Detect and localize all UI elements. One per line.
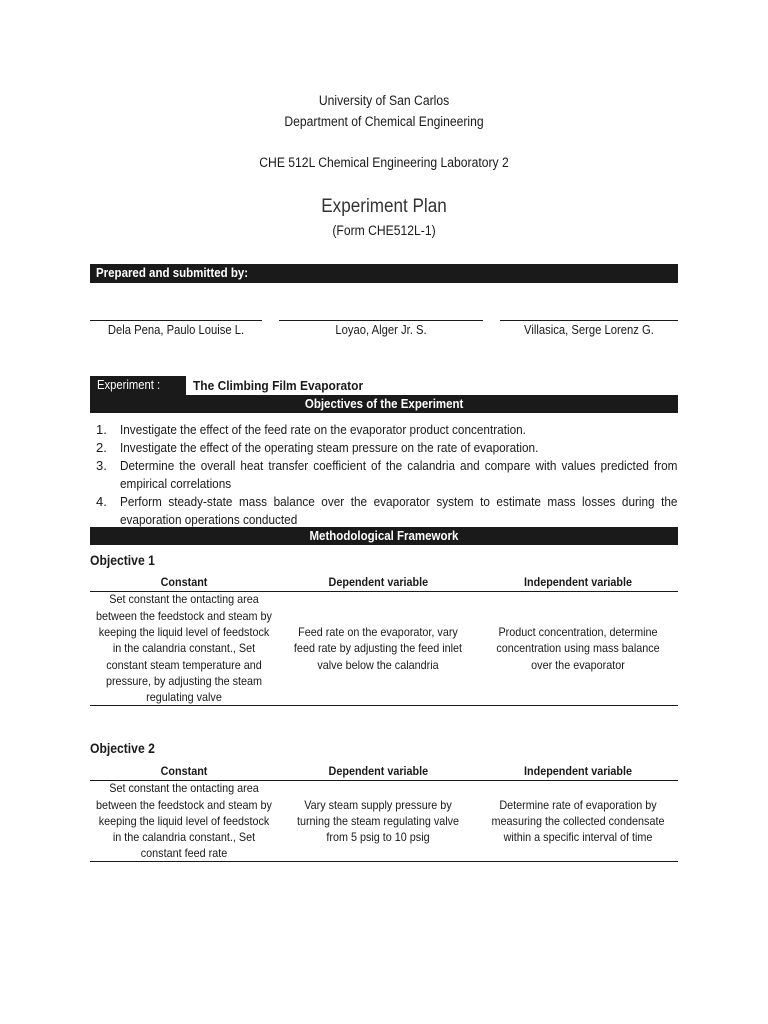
signature-line: [279, 320, 483, 321]
document-title: Experiment Plan: [321, 196, 447, 217]
objective-item: 1. Investigate the effect of the feed rate on the evaporator product concentration.: [96, 422, 526, 437]
column-header-constant: Constant: [160, 575, 208, 589]
experiment-title: The Climbing Film Evaporator: [193, 378, 364, 393]
experiment-label-box: [90, 376, 186, 395]
experiment-row: [90, 376, 678, 395]
independent-cell: Product concentration, determine concentration using mass balance over the evaporator: [496, 625, 660, 672]
author-name: Loyao, Alger Jr. S.: [335, 323, 427, 337]
experiment-label: Experiment :: [97, 378, 161, 392]
course-title: CHE 512L Chemical Engineering Laboratory 2: [259, 155, 509, 170]
table-header: [90, 762, 678, 781]
objective-item: 2. Investigate the effect of the operating steam pressure on the rate of evaporation.: [96, 440, 539, 455]
objectives-list: [90, 421, 678, 529]
author-name: Villasica, Serge Lorenz G.: [524, 323, 654, 337]
column-header-independent: Independent variable: [523, 575, 633, 589]
prepared-by-label: Prepared and submitted by:: [96, 266, 249, 280]
objectives-heading: Objectives of the Experiment: [304, 397, 464, 411]
table-row: [90, 592, 678, 706]
constant-cell: Set constant the ontacting area between the feedstock and steam by keeping the liquid level of feedstock in the calandria constant., Set constant steam temperature and pressure, by adjusting the steam regulating valve: [96, 592, 272, 705]
university-name: University of San Carlos: [318, 93, 450, 108]
objective-2-table: [90, 762, 678, 862]
column-header-dependent: Dependent variable: [328, 764, 428, 778]
constant-cell: Set constant the ontacting area between the feedstock and steam by keeping the liquid level of feedstock in the calandria constant., Set constant feed rate: [96, 781, 272, 861]
table-row: [90, 781, 678, 862]
column-header-independent: Independent variable: [523, 764, 633, 778]
objective-2-heading: Objective 2: [90, 741, 155, 756]
experiment-title-box: [193, 376, 378, 395]
independent-cell: Determine rate of evaporation by measuring the collected condensate within a specific interval of time: [491, 797, 665, 845]
objective-item: 4. Perform steady-state mass balance over the evaporator system to estimate mass losses during the evaporation operations conducted: [96, 494, 678, 527]
signature-line: [500, 320, 678, 321]
prepared-by-bar: [90, 264, 678, 283]
table-header: [90, 573, 678, 592]
objective-1-heading: Objective 1: [90, 553, 155, 568]
dependent-cell: Vary steam supply pressure by turning the steam regulating valve from 5 psig to 10 psig: [296, 797, 460, 845]
signature-line: [90, 320, 262, 321]
author-name: Dela Pena, Paulo Louise L.: [107, 323, 245, 337]
methodological-framework-bar: [90, 527, 678, 545]
department-name: Department of Chemical Engineering: [284, 114, 484, 129]
dependent-cell: Feed rate on the evaporator, vary feed rate by adjusting the feed inlet valve below the calandria: [293, 625, 463, 672]
form-number: (Form CHE512L-1): [332, 223, 436, 238]
methodological-framework-heading: Methodological Framework: [309, 529, 459, 543]
objectives-bar: [90, 395, 678, 413]
objective-1-table: [90, 573, 678, 706]
column-header-dependent: Dependent variable: [328, 575, 428, 589]
column-header-constant: Constant: [160, 764, 208, 778]
objective-item: 3. Determine the overall heat transfer coefficient of the calandria and compare with values predicted from empirical correlations: [96, 458, 678, 491]
